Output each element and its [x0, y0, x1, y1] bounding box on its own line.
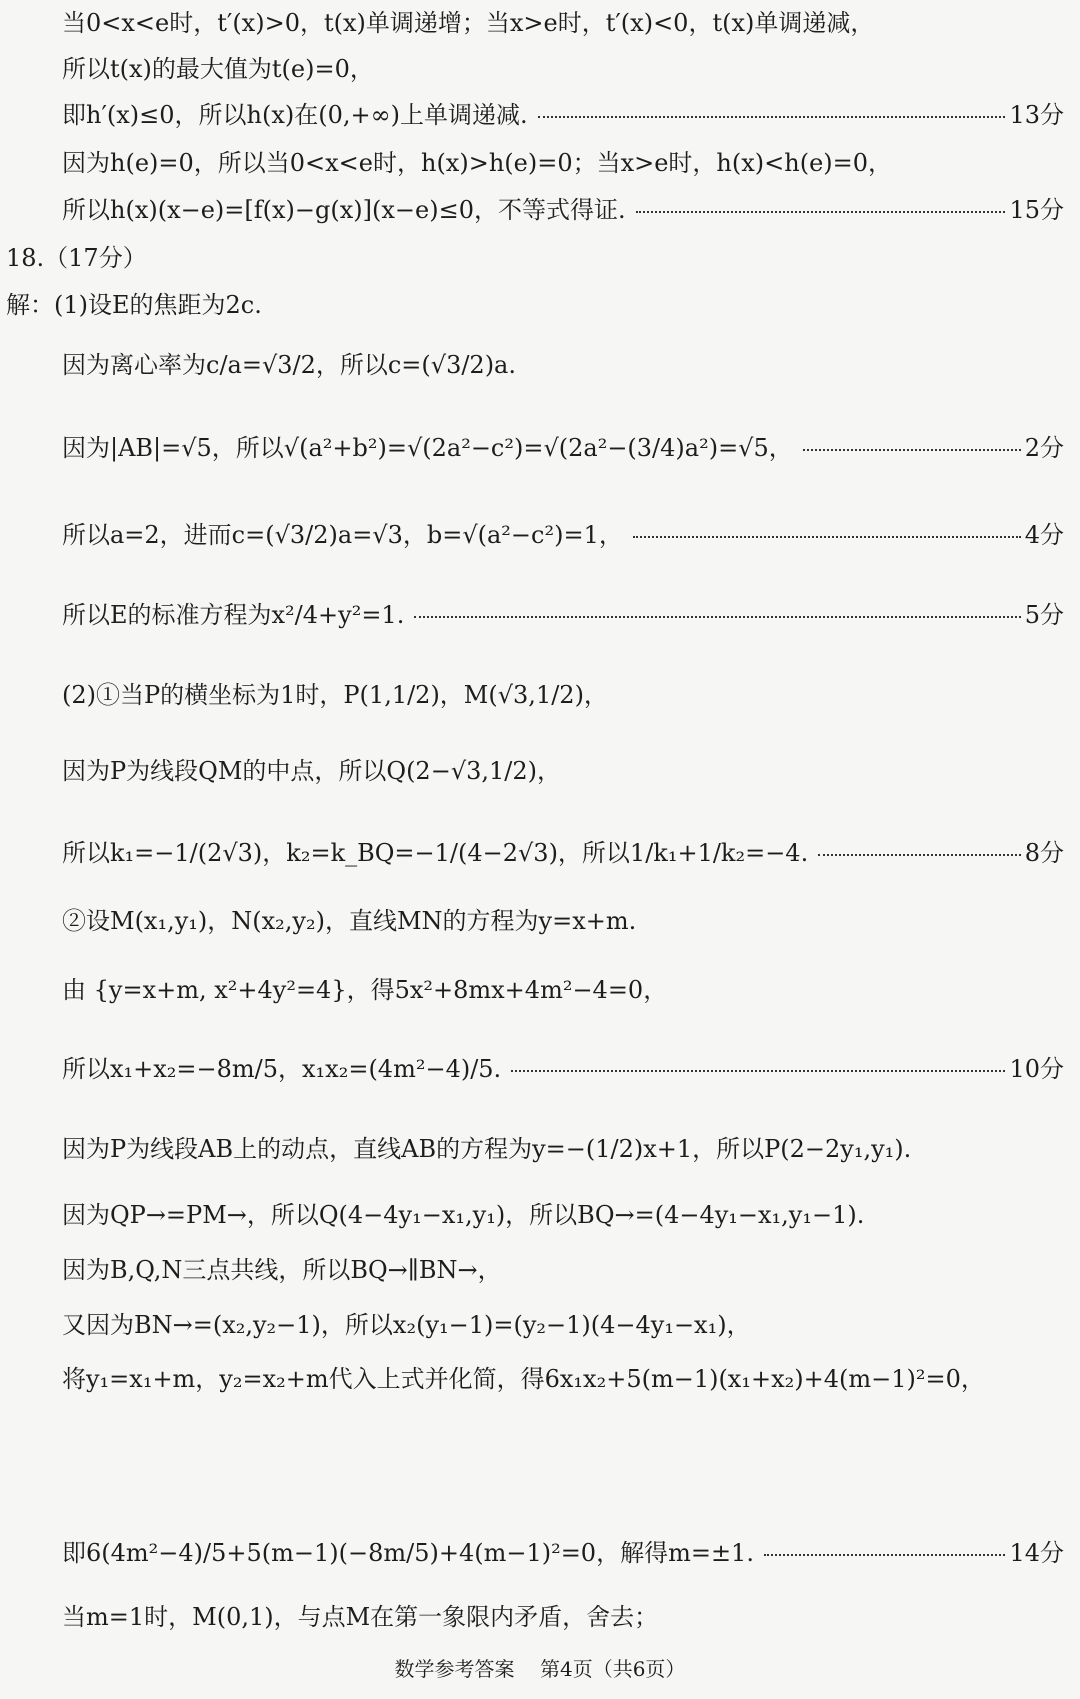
line-text: ②设M(x₁,y₁)，N(x₂,y₂)，直线MN的方程为y=x+m. [62, 907, 637, 935]
score-label: 14分 [1009, 1539, 1064, 1567]
line-text: (2)①当P的横坐标为1时，P(1,1/2)，M(√3,1/2)， [62, 681, 608, 709]
dotted-leader [538, 116, 1006, 118]
dotted-leader [803, 449, 1021, 451]
line-text: 由 {y=x+m, x²+4y²=4}，得5x²+8mx+4m²−4=0， [62, 976, 668, 1004]
score-label: 5分 [1024, 601, 1064, 629]
footer-subject: 数学参考答案 [394, 1657, 515, 1681]
solution-line [62, 54, 1064, 84]
line-text: 因为P为线段AB上的动点，直线AB的方程为y=−(1/2)x+1，所以P(2−2y₁,y₁). [62, 1135, 912, 1163]
line-text: 所以a=2，进而c=(√3/2)a=√3，b=√(a²−c²)=1， [62, 521, 623, 549]
solution-line [62, 1364, 1064, 1394]
dotted-leader [818, 854, 1021, 856]
solution-line [62, 756, 1064, 786]
solution-line [62, 975, 1064, 1005]
solution-line [62, 838, 1064, 868]
dotted-leader [414, 616, 1020, 618]
dotted-leader [764, 1554, 1005, 1556]
score-label: 13分 [1009, 101, 1064, 129]
line-text: 因为QP→=PM→，所以Q(4−4y₁−x₁,y₁)，所以BQ→=(4−4y₁−x₁,y₁−1). [62, 1201, 865, 1229]
problem-header [6, 243, 1064, 273]
score-label: 15分 [1009, 196, 1064, 224]
line-text: 当0<x<e时，t′(x)>0，t(x)单调递增；当x>e时，t′(x)<0，t(x)单调递减， [62, 9, 875, 37]
solution-line [62, 906, 1064, 936]
line-text: 18.（17分） [6, 244, 147, 272]
line-text: 即h′(x)≤0，所以h(x)在(0,+∞)上单调递减. [62, 101, 528, 129]
score-label: 10分 [1009, 1055, 1064, 1083]
line-text: 所以h(x)(x−e)=[f(x)−g(x)](x−e)≤0，不等式得证. [62, 196, 626, 224]
solution-line [62, 1255, 1064, 1285]
solution-line [62, 195, 1064, 225]
score-label: 8分 [1024, 839, 1064, 867]
line-text: 又因为BN→=(x₂,y₂−1)，所以x₂(y₁−1)=(y₂−1)(4−4y₁−x₁)， [62, 1311, 751, 1339]
line-text: 所以k₁=−1/(2√3)，k₂=k_BQ=−1/(4−2√3)，所以1/k₁+1/k₂=−4. [62, 839, 809, 867]
line-text: 因为h(e)=0，所以当0<x<e时，h(x)>h(e)=0；当x>e时，h(x)<h(e)=0， [62, 149, 893, 177]
line-text: 所以E的标准方程为x²/4+y²=1. [62, 601, 405, 629]
solution-line [62, 1602, 1064, 1632]
solution-line [62, 680, 1064, 710]
line-text: 所以x₁+x₂=−8m/5，x₁x₂=(4m²−4)/5. [62, 1055, 502, 1083]
line-text: 所以t(x)的最大值为t(e)=0， [62, 55, 374, 83]
solution-line [62, 100, 1064, 130]
solution-line [62, 350, 1064, 380]
line-text: 将y₁=x₁+m，y₂=x₂+m代入上式并化简，得6x₁x₂+5(m−1)(x₁+x₂)+4(m−1)²=0， [62, 1365, 985, 1393]
solution-line [62, 8, 1064, 38]
solution-line [62, 433, 1064, 463]
footer-page-number: 第4页（共6页） [539, 1657, 686, 1681]
solution-line [62, 1134, 1064, 1164]
solution-line [62, 520, 1064, 550]
solution-line [62, 1054, 1064, 1084]
line-text: 即6(4m²−4)/5+5(m−1)(−8m/5)+4(m−1)²=0，解得m=±1. [62, 1539, 754, 1567]
solution-line [62, 1200, 1064, 1230]
solution-line [62, 600, 1064, 630]
line-text: 因为P为线段QM的中点，所以Q(2−√3,1/2)， [62, 757, 561, 785]
line-text: 因为B,Q,N三点共线，所以BQ→∥BN→， [62, 1256, 502, 1284]
dotted-leader [636, 211, 1006, 213]
score-label: 2分 [1024, 434, 1064, 462]
line-text: 当m=1时，M(0,1)，与点M在第一象限内矛盾，舍去； [62, 1603, 659, 1631]
solution-line [62, 1310, 1064, 1340]
solution-line [6, 290, 1064, 320]
dotted-leader [633, 536, 1021, 538]
line-text: 解：(1)设E的焦距为2c. [6, 291, 262, 319]
line-text: 因为|AB|=√5，所以√(a²+b²)=√(2a²−c²)=√(2a²−(3/4)a²)=√5， [62, 434, 793, 462]
line-text: 因为离心率为c/a=√3/2，所以c=(√3/2)a. [62, 351, 516, 379]
dotted-leader [511, 1070, 1005, 1072]
score-label: 4分 [1024, 521, 1064, 549]
page-footer [0, 1655, 1080, 1683]
solution-line [62, 1538, 1064, 1568]
solution-line [62, 148, 1064, 178]
